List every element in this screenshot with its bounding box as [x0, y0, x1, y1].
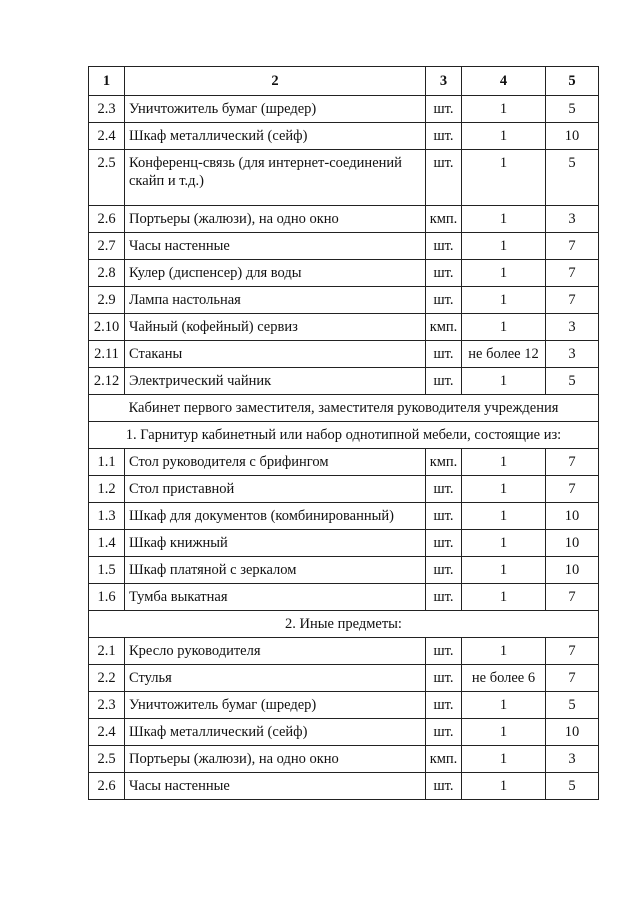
- item-quantity: 1: [462, 368, 546, 395]
- item-unit: шт.: [426, 530, 462, 557]
- item-number: 2.5: [89, 150, 125, 206]
- subsection-furniture-set: 1. Гарнитур кабинетный или набор однотипной мебели, состоящие из:: [89, 422, 599, 449]
- item-unit: шт.: [426, 719, 462, 746]
- item-name: Лампа настольная: [125, 287, 426, 314]
- item-unit: шт.: [426, 692, 462, 719]
- item-service-life: 10: [546, 123, 599, 150]
- item-name: Шкаф книжный: [125, 530, 426, 557]
- item-number: 2.8: [89, 260, 125, 287]
- item-service-life: 5: [546, 368, 599, 395]
- item-number: 2.3: [89, 96, 125, 123]
- table-row: [89, 314, 599, 341]
- item-quantity: 1: [462, 719, 546, 746]
- item-service-life: 7: [546, 233, 599, 260]
- item-service-life: 3: [546, 206, 599, 233]
- header-col-1: 1: [89, 67, 125, 96]
- table-row: [89, 503, 599, 530]
- item-service-life: 5: [546, 692, 599, 719]
- item-unit: кмп.: [426, 746, 462, 773]
- item-quantity: 1: [462, 530, 546, 557]
- item-number: 2.4: [89, 123, 125, 150]
- item-number: 2.10: [89, 314, 125, 341]
- item-quantity: не более 12: [462, 341, 546, 368]
- item-number: 2.5: [89, 746, 125, 773]
- table-row: [89, 476, 599, 503]
- item-number: 1.4: [89, 530, 125, 557]
- item-service-life: 5: [546, 773, 599, 800]
- furniture-norms-table: [88, 66, 599, 800]
- item-name: Стаканы: [125, 341, 426, 368]
- item-number: 2.9: [89, 287, 125, 314]
- table-row: [89, 206, 599, 233]
- table-row: [89, 584, 599, 611]
- header-col-2: 2: [125, 67, 426, 96]
- table-row: [89, 96, 599, 123]
- item-unit: шт.: [426, 665, 462, 692]
- table-row: [89, 287, 599, 314]
- item-quantity: 1: [462, 503, 546, 530]
- item-name: Часы настенные: [125, 233, 426, 260]
- item-quantity: 1: [462, 96, 546, 123]
- item-service-life: 10: [546, 503, 599, 530]
- item-quantity: 1: [462, 206, 546, 233]
- table-row: [89, 150, 599, 206]
- item-name: Шкаф металлический (сейф): [125, 719, 426, 746]
- table-row: [89, 368, 599, 395]
- item-number: 2.11: [89, 341, 125, 368]
- subsection-other-items-row: [89, 611, 599, 638]
- item-service-life: 7: [546, 665, 599, 692]
- item-service-life: 7: [546, 287, 599, 314]
- item-quantity: 1: [462, 449, 546, 476]
- table-row: [89, 719, 599, 746]
- item-quantity: 1: [462, 692, 546, 719]
- item-service-life: 3: [546, 314, 599, 341]
- item-number: 1.6: [89, 584, 125, 611]
- item-number: 1.3: [89, 503, 125, 530]
- item-name: Портьеры (жалюзи), на одно окно: [125, 206, 426, 233]
- item-unit: шт.: [426, 150, 462, 206]
- item-quantity: 1: [462, 314, 546, 341]
- item-number: 2.2: [89, 665, 125, 692]
- item-name: Электрический чайник: [125, 368, 426, 395]
- item-service-life: 7: [546, 449, 599, 476]
- item-name: Стол приставной: [125, 476, 426, 503]
- item-unit: шт.: [426, 233, 462, 260]
- item-unit: кмп.: [426, 449, 462, 476]
- item-name: Шкаф металлический (сейф): [125, 123, 426, 150]
- item-number: 2.4: [89, 719, 125, 746]
- item-quantity: 1: [462, 260, 546, 287]
- item-number: 1.2: [89, 476, 125, 503]
- item-name: Конференц-связь (для интернет-соединений скайп и т.д.): [125, 150, 426, 206]
- section-title: Кабинет первого заместителя, заместителя руководителя учреждения: [89, 395, 599, 422]
- item-service-life: 7: [546, 584, 599, 611]
- item-service-life: 10: [546, 530, 599, 557]
- subsection-furniture-set-row: [89, 422, 599, 449]
- item-unit: шт.: [426, 638, 462, 665]
- item-service-life: 7: [546, 260, 599, 287]
- item-number: 2.6: [89, 773, 125, 800]
- table-row: [89, 746, 599, 773]
- item-quantity: 1: [462, 287, 546, 314]
- item-name: Портьеры (жалюзи), на одно окно: [125, 746, 426, 773]
- item-number: 2.1: [89, 638, 125, 665]
- item-unit: шт.: [426, 287, 462, 314]
- item-unit: шт.: [426, 773, 462, 800]
- item-number: 1.1: [89, 449, 125, 476]
- item-quantity: 1: [462, 584, 546, 611]
- item-name: Чайный (кофейный) сервиз: [125, 314, 426, 341]
- item-name: Стулья: [125, 665, 426, 692]
- table-row: [89, 341, 599, 368]
- item-number: 1.5: [89, 557, 125, 584]
- item-quantity: не более 6: [462, 665, 546, 692]
- item-number: 2.7: [89, 233, 125, 260]
- header-col-3: 3: [426, 67, 462, 96]
- item-service-life: 10: [546, 557, 599, 584]
- item-quantity: 1: [462, 638, 546, 665]
- section-title-row: [89, 395, 599, 422]
- table-row: [89, 692, 599, 719]
- table-row: [89, 123, 599, 150]
- item-unit: шт.: [426, 260, 462, 287]
- item-unit: кмп.: [426, 314, 462, 341]
- item-name: Уничтожитель бумаг (шредер): [125, 692, 426, 719]
- item-unit: шт.: [426, 584, 462, 611]
- item-service-life: 5: [546, 96, 599, 123]
- subsection-other-items: 2. Иные предметы:: [89, 611, 599, 638]
- item-unit: шт.: [426, 503, 462, 530]
- item-unit: шт.: [426, 123, 462, 150]
- table-row: [89, 260, 599, 287]
- item-service-life: 3: [546, 746, 599, 773]
- header-col-4: 4: [462, 67, 546, 96]
- item-name: Тумба выкатная: [125, 584, 426, 611]
- item-quantity: 1: [462, 233, 546, 260]
- item-name: Стол руководителя с брифингом: [125, 449, 426, 476]
- table-row: [89, 530, 599, 557]
- item-unit: шт.: [426, 476, 462, 503]
- item-quantity: 1: [462, 557, 546, 584]
- item-number: 2.3: [89, 692, 125, 719]
- item-unit: шт.: [426, 368, 462, 395]
- table-row: [89, 773, 599, 800]
- item-quantity: 1: [462, 773, 546, 800]
- table-row: [89, 638, 599, 665]
- table-row: [89, 233, 599, 260]
- item-unit: шт.: [426, 341, 462, 368]
- item-name: Кулер (диспенсер) для воды: [125, 260, 426, 287]
- item-number: 2.12: [89, 368, 125, 395]
- item-service-life: 3: [546, 341, 599, 368]
- item-name: Шкаф платяной с зеркалом: [125, 557, 426, 584]
- item-quantity: 1: [462, 150, 546, 206]
- table-row: [89, 449, 599, 476]
- table-row: [89, 665, 599, 692]
- header-col-5: 5: [546, 67, 599, 96]
- item-quantity: 1: [462, 123, 546, 150]
- item-quantity: 1: [462, 746, 546, 773]
- item-service-life: 7: [546, 476, 599, 503]
- table-header-row: [89, 67, 599, 96]
- item-service-life: 5: [546, 150, 599, 206]
- item-service-life: 7: [546, 638, 599, 665]
- item-unit: шт.: [426, 557, 462, 584]
- table-row: [89, 557, 599, 584]
- item-number: 2.6: [89, 206, 125, 233]
- item-name: Часы настенные: [125, 773, 426, 800]
- item-unit: шт.: [426, 96, 462, 123]
- item-service-life: 10: [546, 719, 599, 746]
- item-name: Кресло руководителя: [125, 638, 426, 665]
- item-quantity: 1: [462, 476, 546, 503]
- item-unit: кмп.: [426, 206, 462, 233]
- item-name: Уничтожитель бумаг (шредер): [125, 96, 426, 123]
- item-name: Шкаф для документов (комбинированный): [125, 503, 426, 530]
